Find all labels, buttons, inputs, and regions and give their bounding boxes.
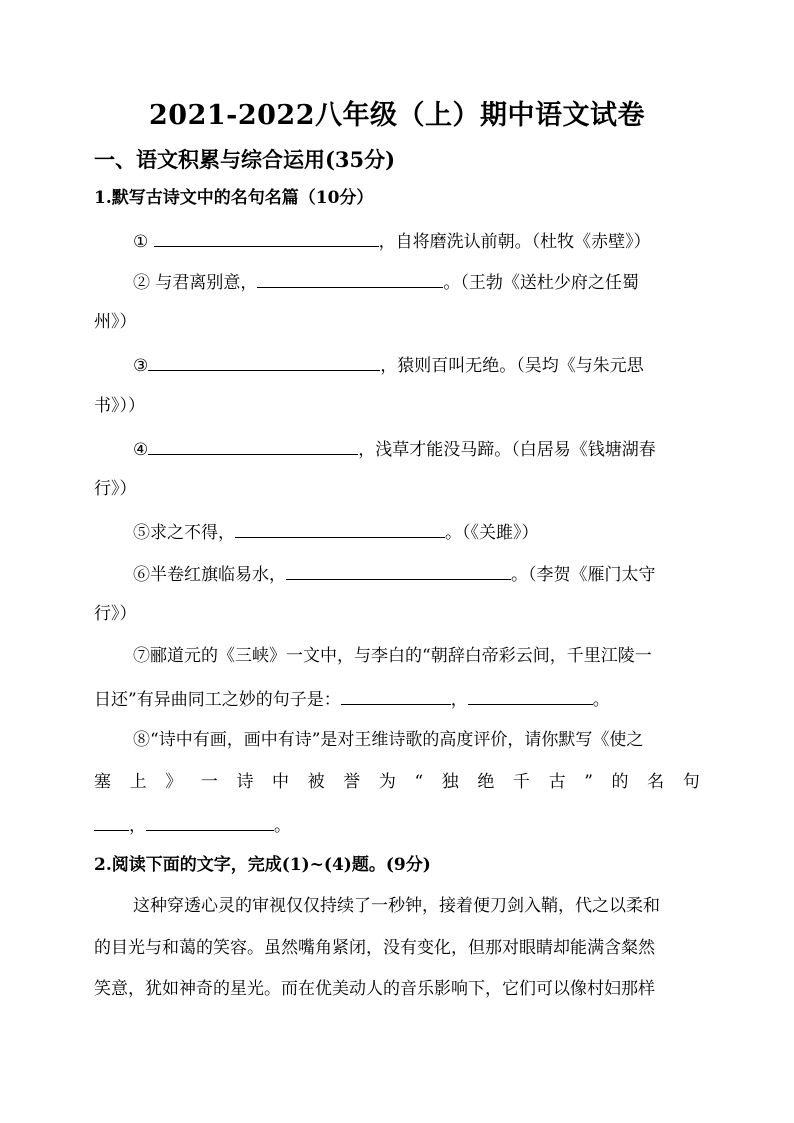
q1-item-3-cont: 书》））	[94, 396, 145, 416]
q1-item-2-cont: 州》）	[94, 312, 137, 332]
q1-item-8-line3	[94, 812, 291, 838]
item-text: 。（王勃《送杜少府之任蜀	[443, 273, 639, 293]
item-text: 。（李贺《雁门太守	[511, 565, 656, 585]
char: 古	[548, 772, 566, 792]
char: 》	[165, 772, 183, 792]
q1-item-7-line2	[94, 686, 610, 712]
item-text: ，猿则百叫无绝。（吴均《与朱元思	[380, 356, 644, 376]
char: 的	[611, 772, 629, 792]
item-text: 。	[592, 690, 610, 710]
answer-blank[interactable]	[148, 352, 380, 371]
item-text: ⑥半卷红旗临易水，	[133, 565, 286, 585]
item-text: 。	[274, 816, 291, 836]
answer-blank[interactable]	[148, 436, 358, 455]
q1-item-6	[133, 561, 656, 587]
item-text: ② 与君离别意，	[133, 273, 258, 293]
char: 为	[378, 772, 396, 792]
answer-blank[interactable]	[468, 686, 593, 705]
char: 上	[129, 772, 147, 792]
char: 诗	[236, 772, 254, 792]
exam-title: 2021-2022八年级（上）期中语文试卷	[149, 100, 645, 131]
item-text: ，	[450, 690, 468, 710]
question-1-heading: 1.默写古诗文中的名句名篇（10分）	[94, 188, 374, 208]
item-number: ④	[133, 440, 149, 460]
item-text: ，	[129, 816, 146, 836]
char: 中	[272, 772, 290, 792]
q1-item-4-cont: 行》）	[94, 479, 137, 499]
q1-item-3	[133, 352, 644, 378]
q1-item-5	[133, 519, 539, 545]
item-number: ③	[133, 356, 149, 376]
char: “	[414, 772, 424, 792]
char: 绝	[477, 772, 495, 792]
passage-line: 这种穿透心灵的审视仅仅持续了一秒钟，接着便刀剑入鞘，代之以柔和	[133, 896, 660, 916]
answer-blank[interactable]	[341, 686, 451, 705]
char: 千	[513, 772, 531, 792]
answer-blank[interactable]	[286, 561, 511, 580]
item-text: ，自将磨洗认前朝。（杜牧《赤壁》）	[378, 232, 651, 252]
item-text: 日还”有异曲同工之妙的句子是：	[94, 690, 341, 710]
q1-item-8-line1: ⑧“诗中有画，画中有诗”是对王维诗歌的高度评价，请你默写《使之	[133, 730, 644, 750]
spread-text-row	[94, 770, 700, 794]
item-text: 。（《关雎》）	[445, 523, 539, 543]
section-heading: 一、语文积累与综合运用(35分)	[94, 147, 396, 172]
passage-line: 笑意，犹如神奇的星光。而在优美动人的音乐影响下，它们可以像村妇那样	[94, 979, 655, 999]
char: 塞	[94, 772, 111, 792]
q1-item-7-line1: ⑦郦道元的《三峡》一文中，与李白的“朝辞白帝彩云间，千里江陵一	[133, 646, 652, 666]
q1-item-6-cont: 行》）	[94, 604, 137, 624]
q1-item-2	[133, 269, 639, 295]
q1-item-4	[133, 436, 656, 462]
q1-item-1	[133, 228, 651, 254]
char: 名	[647, 772, 665, 792]
char: ”	[584, 772, 593, 792]
question-2-heading: 2.阅读下面的文字，完成(1)~(4)题。(9分)	[94, 855, 431, 875]
item-text: ，浅草才能没马蹄。（白居易《钱塘湖春	[358, 440, 656, 460]
answer-blank[interactable]	[235, 519, 445, 538]
passage-line: 的目光与和蔼的笑容。虽然嘴角紧闭，没有变化，但那对眼睛却能满含粲然	[94, 938, 655, 958]
char: 誉	[343, 772, 361, 792]
char: 一	[200, 772, 218, 792]
char: 句	[682, 772, 700, 792]
item-text: ⑤求之不得，	[133, 523, 235, 543]
char: 独	[441, 772, 459, 792]
char: 被	[307, 772, 325, 792]
answer-blank[interactable]	[257, 269, 443, 288]
answer-blank[interactable]	[146, 812, 274, 831]
answer-blank[interactable]	[94, 812, 129, 831]
item-number: ①	[133, 232, 149, 252]
answer-blank[interactable]	[154, 228, 379, 247]
q1-item-8-line2	[94, 770, 700, 794]
